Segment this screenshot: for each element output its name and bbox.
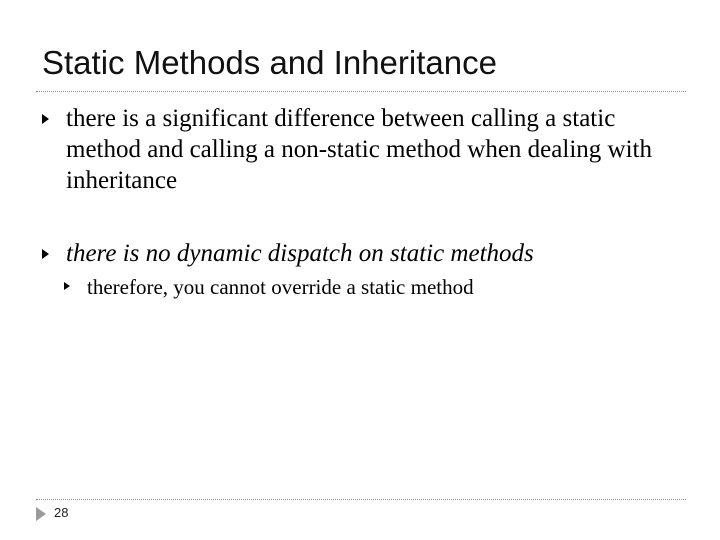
title-divider — [36, 91, 686, 92]
triangle-bullet-icon — [64, 282, 70, 290]
page-number: 28 — [54, 505, 69, 520]
bullet-text: there is a significant difference between calling a static method and calling a non-static method when dealing with inheritance — [66, 105, 652, 194]
sub-bullet-text: therefore, you cannot override a static method — [87, 275, 474, 299]
footer-divider — [36, 499, 686, 500]
triangle-bullet-icon — [42, 249, 49, 259]
triangle-bullet-icon — [42, 114, 49, 124]
bullet-text: there is no dynamic dispatch on static methods — [66, 240, 534, 267]
triangle-footer-icon — [36, 507, 46, 521]
slide-title: Static Methods and Inheritance — [42, 44, 497, 81]
